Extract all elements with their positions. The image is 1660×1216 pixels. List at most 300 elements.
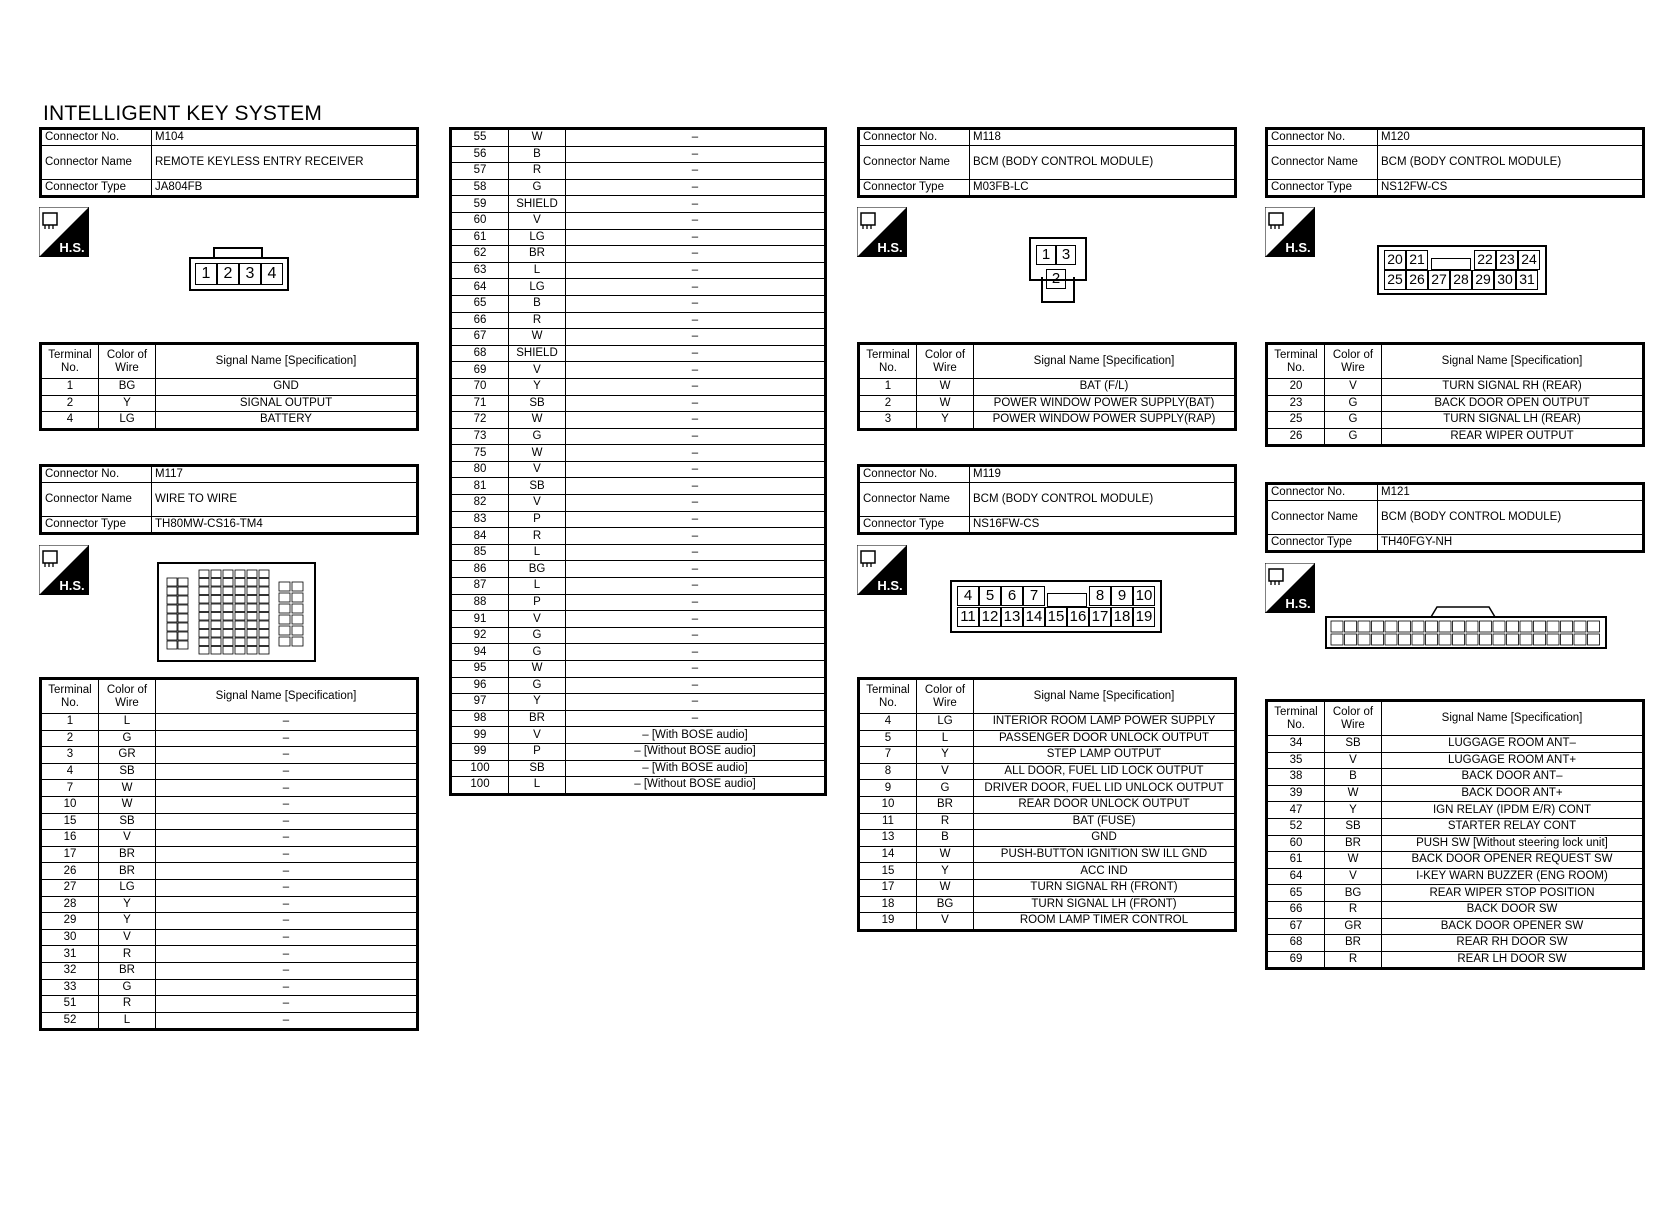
signal-name: –: [566, 196, 826, 213]
terminal-row: [451, 262, 826, 279]
connector-m118-diagram: [1029, 237, 1087, 303]
info-row: [41, 483, 418, 517]
wire-color: W: [1325, 785, 1382, 802]
wire-color: G: [509, 179, 566, 196]
signal-name: REAR RH DOOR SW: [1382, 935, 1644, 952]
wire-color: V: [917, 913, 974, 931]
harness-side-icon: [1265, 207, 1315, 257]
terminal-no: 86: [451, 561, 509, 578]
wire-color: Y: [1325, 802, 1382, 819]
connector-m120-diagram: [1377, 245, 1547, 295]
terminal-row: [859, 780, 1236, 797]
terminal-row: [859, 714, 1236, 731]
signal-name: –: [156, 747, 418, 764]
header-terminal-no: Terminal No.: [1267, 344, 1325, 379]
signal-name: –: [156, 863, 418, 880]
wire-color: L: [917, 730, 974, 747]
info-value: M121: [1378, 484, 1644, 501]
terminal-row: [451, 279, 826, 296]
terminal-no: 99: [451, 743, 509, 760]
info-row: [859, 180, 1236, 197]
terminal-no: 69: [1267, 951, 1325, 969]
terminal-row: [41, 962, 418, 979]
signal-name: –: [566, 661, 826, 678]
header-color-of-wire: Color of Wire: [917, 344, 974, 379]
header-signal-name: Signal Name [Specification]: [156, 344, 418, 379]
terminal-no: 99: [451, 727, 509, 744]
terminal-row: [1267, 752, 1644, 769]
terminal-row: [41, 747, 418, 764]
signal-name: –: [566, 611, 826, 628]
wire-color: GR: [1325, 918, 1382, 935]
terminal-no: 72: [451, 412, 509, 429]
connector-pin: 1: [195, 263, 217, 285]
info-value: M118: [970, 129, 1236, 146]
signal-name: STEP LAMP OUTPUT: [974, 747, 1236, 764]
header-terminal-no: Terminal No.: [859, 344, 917, 379]
terminal-no: 82: [451, 495, 509, 512]
terminal-no: 11: [859, 813, 917, 830]
terminal-row: [41, 996, 418, 1013]
signal-name: PUSH SW [Without steering lock unit]: [1382, 835, 1644, 852]
signal-name: DRIVER DOOR, FUEL LID UNLOCK OUTPUT: [974, 780, 1236, 797]
header-signal-name: Signal Name [Specification]: [156, 679, 418, 714]
wire-color: G: [917, 780, 974, 797]
wire-color: Y: [509, 694, 566, 711]
signal-name: –: [156, 896, 418, 913]
terminal-table: [449, 127, 827, 796]
terminal-row: [451, 694, 826, 711]
terminal-no: 39: [1267, 785, 1325, 802]
terminal-row: [41, 1012, 418, 1030]
wire-color: V: [509, 362, 566, 379]
connector-pin: [1047, 593, 1087, 607]
wire-color: G: [509, 644, 566, 661]
terminal-row: [859, 830, 1236, 847]
terminal-no: 71: [451, 395, 509, 412]
terminal-row: [41, 714, 418, 731]
terminal-no: 1: [41, 379, 99, 396]
header-terminal-no: Terminal No.: [41, 344, 99, 379]
info-label: Connector Name: [859, 146, 970, 180]
terminal-no: 19: [859, 913, 917, 931]
terminal-no: 55: [451, 129, 509, 147]
terminal-no: 84: [451, 528, 509, 545]
connector-pin: 13: [1001, 607, 1023, 627]
connector-info-table: [857, 127, 1237, 198]
signal-name: ACC IND: [974, 863, 1236, 880]
wire-color: Y: [99, 395, 156, 412]
signal-name: –: [566, 329, 826, 346]
info-row: [1267, 535, 1644, 552]
wire-color: W: [509, 412, 566, 429]
wire-color: LG: [509, 279, 566, 296]
info-label: Connector Type: [1267, 180, 1378, 197]
wire-color: W: [509, 129, 566, 147]
terminal-no: 26: [1267, 428, 1325, 446]
terminal-row: [1267, 852, 1644, 869]
terminal-row: [451, 129, 826, 147]
signal-name: –: [156, 996, 418, 1013]
connector-info-table: [39, 127, 419, 198]
signal-name: REAR WIPER STOP POSITION: [1382, 885, 1644, 902]
terminal-row: [451, 179, 826, 196]
wire-color: Y: [917, 863, 974, 880]
terminal-row: [1267, 802, 1644, 819]
terminal-table-header: [41, 679, 418, 714]
terminal-no: 97: [451, 694, 509, 711]
info-label: Connector No.: [41, 129, 152, 146]
signal-name: –: [566, 163, 826, 180]
info-label: Connector Name: [859, 483, 970, 517]
info-row: [1267, 129, 1644, 146]
terminal-row: [451, 295, 826, 312]
signal-name: –: [566, 495, 826, 512]
terminal-no: 96: [451, 677, 509, 694]
terminal-no: 47: [1267, 802, 1325, 819]
harness-side-icon: [857, 545, 907, 595]
signal-name: ROOM LAMP TIMER CONTROL: [974, 913, 1236, 931]
terminal-row: [41, 796, 418, 813]
terminal-row: [451, 229, 826, 246]
terminal-no: 100: [451, 760, 509, 777]
terminal-row: [451, 196, 826, 213]
terminal-row: [451, 378, 826, 395]
info-row: [41, 180, 418, 197]
wire-color: L: [99, 714, 156, 731]
terminal-row: [41, 879, 418, 896]
terminal-no: 60: [1267, 835, 1325, 852]
terminal-no: 65: [1267, 885, 1325, 902]
signal-name: TURN SIGNAL RH (REAR): [1382, 379, 1644, 396]
wire-color: SB: [509, 760, 566, 777]
terminal-row: [451, 743, 826, 760]
connector-pin: 9: [1111, 586, 1133, 606]
info-row: [1267, 146, 1644, 180]
wire-color: V: [99, 929, 156, 946]
terminal-no: 4: [41, 412, 99, 430]
info-value: BCM (BODY CONTROL MODULE): [1378, 146, 1644, 180]
header-terminal-no: Terminal No.: [859, 679, 917, 714]
terminal-no: 60: [451, 212, 509, 229]
terminal-no: 5: [859, 730, 917, 747]
terminal-row: [451, 146, 826, 163]
terminal-no: 95: [451, 661, 509, 678]
signal-name: –: [566, 395, 826, 412]
info-label: Connector No.: [1267, 484, 1378, 501]
signal-name: –: [156, 1012, 418, 1030]
terminal-no: 81: [451, 478, 509, 495]
terminal-row: [451, 412, 826, 429]
wire-color: W: [509, 445, 566, 462]
terminal-row: [451, 661, 826, 678]
header-color-of-wire: Color of Wire: [99, 344, 156, 379]
terminal-no: 57: [451, 163, 509, 180]
signal-name: LUGGAGE ROOM ANT+: [1382, 752, 1644, 769]
signal-name: BACK DOOR SW: [1382, 901, 1644, 918]
wire-color: W: [99, 796, 156, 813]
terminal-row: [451, 428, 826, 445]
signal-name: BACK DOOR OPENER REQUEST SW: [1382, 852, 1644, 869]
signal-name: BACK DOOR OPEN OUTPUT: [1382, 395, 1644, 412]
terminal-no: 10: [859, 796, 917, 813]
terminal-table-header: [859, 344, 1236, 379]
terminal-row: [41, 913, 418, 930]
connector-pin: 8: [1089, 586, 1111, 606]
terminal-row: [41, 946, 418, 963]
signal-name: SIGNAL OUTPUT: [156, 395, 418, 412]
signal-name: –: [566, 146, 826, 163]
signal-name: –: [156, 962, 418, 979]
terminal-row: [859, 813, 1236, 830]
wire-color: SHIELD: [509, 345, 566, 362]
signal-name: POWER WINDOW POWER SUPPLY(RAP): [974, 412, 1236, 430]
terminal-row: [41, 929, 418, 946]
header-signal-name: Signal Name [Specification]: [974, 344, 1236, 379]
terminal-table: [857, 342, 1237, 431]
connector-pin: 1: [1036, 245, 1056, 265]
info-value: NS12FW-CS: [1378, 180, 1644, 197]
terminal-no: 30: [41, 929, 99, 946]
connector-pin: 28: [1450, 270, 1472, 290]
wire-color: LG: [509, 229, 566, 246]
terminal-no: 3: [859, 412, 917, 430]
header-color-of-wire: Color of Wire: [99, 679, 156, 714]
wire-color: SB: [509, 478, 566, 495]
terminal-no: 51: [41, 996, 99, 1013]
wire-color: P: [509, 511, 566, 528]
terminal-row: [41, 763, 418, 780]
signal-name: –: [156, 714, 418, 731]
connector-pin: 16: [1067, 607, 1089, 627]
wire-color: L: [509, 262, 566, 279]
info-label: Connector Type: [1267, 535, 1378, 552]
signal-name: TURN SIGNAL LH (FRONT): [974, 896, 1236, 913]
signal-name: –: [156, 763, 418, 780]
terminal-row: [41, 896, 418, 913]
terminal-no: 61: [451, 229, 509, 246]
connector-pin: 3: [1056, 245, 1076, 265]
terminal-row: [451, 710, 826, 727]
terminal-row: [451, 760, 826, 777]
connector-pin: 17: [1089, 607, 1111, 627]
info-label: Connector Type: [859, 517, 970, 534]
wire-color: V: [1325, 379, 1382, 396]
info-value: BCM (BODY CONTROL MODULE): [1378, 501, 1644, 535]
terminal-no: 1: [41, 714, 99, 731]
terminal-row: [451, 544, 826, 561]
terminal-no: 10: [41, 796, 99, 813]
info-label: Connector Name: [41, 146, 152, 180]
signal-name: POWER WINDOW POWER SUPPLY(BAT): [974, 395, 1236, 412]
terminal-no: 23: [1267, 395, 1325, 412]
info-value: REMOTE KEYLESS ENTRY RECEIVER: [152, 146, 418, 180]
terminal-no: 2: [41, 395, 99, 412]
terminal-row: [859, 896, 1236, 913]
terminal-row: [451, 163, 826, 180]
terminal-no: 32: [41, 962, 99, 979]
terminal-table: [39, 677, 419, 1031]
info-row: [41, 517, 418, 534]
terminal-row: [451, 478, 826, 495]
wire-color: SHIELD: [509, 196, 566, 213]
terminal-row: [451, 312, 826, 329]
wire-color: B: [509, 146, 566, 163]
terminal-row: [41, 830, 418, 847]
terminal-row: [1267, 736, 1644, 753]
wire-color: G: [99, 730, 156, 747]
terminal-row: [859, 879, 1236, 896]
signal-name: –: [566, 212, 826, 229]
terminal-no: 65: [451, 295, 509, 312]
terminal-row: [1267, 885, 1644, 902]
terminal-no: 2: [41, 730, 99, 747]
info-label: Connector Name: [1267, 501, 1378, 535]
terminal-row: [41, 979, 418, 996]
wire-color: V: [509, 212, 566, 229]
terminal-row: [1267, 951, 1644, 969]
connector-pin: 2: [217, 263, 239, 285]
terminal-row: [451, 362, 826, 379]
terminal-no: 26: [41, 863, 99, 880]
signal-name: –: [566, 445, 826, 462]
terminal-row: [859, 747, 1236, 764]
signal-name: –: [566, 594, 826, 611]
terminal-row: [451, 594, 826, 611]
terminal-row: [41, 379, 418, 396]
terminal-row: [1267, 918, 1644, 935]
terminal-no: 85: [451, 544, 509, 561]
signal-name: –: [566, 129, 826, 147]
terminal-row: [859, 763, 1236, 780]
wire-color: SB: [509, 395, 566, 412]
terminal-row: [451, 511, 826, 528]
header-color-of-wire: Color of Wire: [1325, 701, 1382, 736]
info-row: [859, 146, 1236, 180]
header-signal-name: Signal Name [Specification]: [1382, 701, 1644, 736]
terminal-row: [859, 846, 1236, 863]
signal-name: –: [566, 295, 826, 312]
terminal-no: 20: [1267, 379, 1325, 396]
info-value: M03FB-LC: [970, 180, 1236, 197]
signal-name: PUSH-BUTTON IGNITION SW ILL GND: [974, 846, 1236, 863]
connector-info-table: [1265, 482, 1645, 553]
terminal-no: 4: [859, 714, 917, 731]
terminal-no: 17: [859, 879, 917, 896]
connector-pin: 20: [1384, 250, 1406, 270]
wire-color: V: [917, 763, 974, 780]
header-color-of-wire: Color of Wire: [917, 679, 974, 714]
wire-color: BG: [1325, 885, 1382, 902]
info-label: Connector No.: [859, 466, 970, 483]
header-color-of-wire: Color of Wire: [1325, 344, 1382, 379]
harness-side-icon: [1265, 563, 1315, 613]
terminal-no: 25: [1267, 412, 1325, 429]
terminal-no: 8: [859, 763, 917, 780]
wire-color: R: [509, 163, 566, 180]
signal-name: – [With BOSE audio]: [566, 727, 826, 744]
wire-color: R: [99, 996, 156, 1013]
signal-name: –: [156, 913, 418, 930]
svg-text:H.S.: H.S.: [59, 578, 85, 593]
info-row: [859, 466, 1236, 483]
terminal-no: 17: [41, 846, 99, 863]
terminal-row: [451, 212, 826, 229]
wire-color: G: [509, 627, 566, 644]
signal-name: –: [156, 796, 418, 813]
svg-text:H.S.: H.S.: [59, 240, 85, 255]
signal-name: BACK DOOR ANT+: [1382, 785, 1644, 802]
info-label: Connector No.: [1267, 129, 1378, 146]
signal-name: – [Without BOSE audio]: [566, 777, 826, 795]
wire-color: SB: [99, 813, 156, 830]
signal-name: –: [156, 879, 418, 896]
harness-side-icon: [39, 207, 89, 257]
terminal-row: [451, 445, 826, 462]
signal-name: STARTER RELAY CONT: [1382, 818, 1644, 835]
signal-name: GND: [974, 830, 1236, 847]
signal-name: REAR WIPER OUTPUT: [1382, 428, 1644, 446]
terminal-no: 9: [859, 780, 917, 797]
connector-pin: 21: [1406, 250, 1428, 270]
terminal-row: [451, 246, 826, 263]
terminal-row: [451, 528, 826, 545]
connector-pin: 3: [239, 263, 261, 285]
terminal-table: [857, 677, 1237, 932]
wire-color: G: [509, 428, 566, 445]
wire-color: BG: [99, 379, 156, 396]
wire-color: Y: [99, 896, 156, 913]
wire-color: G: [99, 979, 156, 996]
terminal-table-header: [1267, 344, 1644, 379]
wire-color: V: [509, 495, 566, 512]
info-row: [41, 129, 418, 146]
terminal-no: 13: [859, 830, 917, 847]
signal-name: REAR DOOR UNLOCK OUTPUT: [974, 796, 1236, 813]
info-value: M104: [152, 129, 418, 146]
wire-color: BR: [99, 846, 156, 863]
wire-color: SB: [1325, 736, 1382, 753]
terminal-no: 34: [1267, 736, 1325, 753]
terminal-row: [41, 730, 418, 747]
terminal-row: [451, 777, 826, 795]
terminal-no: 15: [41, 813, 99, 830]
signal-name: –: [156, 730, 418, 747]
terminal-row: [859, 796, 1236, 813]
wire-color: BG: [509, 561, 566, 578]
header-terminal-no: Terminal No.: [1267, 701, 1325, 736]
terminal-table-header: [41, 344, 418, 379]
svg-text:H.S.: H.S.: [1285, 596, 1311, 611]
wire-color: V: [99, 830, 156, 847]
terminal-no: 67: [1267, 918, 1325, 935]
terminal-row: [451, 677, 826, 694]
terminal-row: [1267, 835, 1644, 852]
info-row: [1267, 180, 1644, 197]
wire-color: SB: [1325, 818, 1382, 835]
wire-color: LG: [917, 714, 974, 731]
wire-color: W: [509, 329, 566, 346]
wire-color: V: [509, 461, 566, 478]
terminal-no: 91: [451, 611, 509, 628]
info-label: Connector Type: [41, 517, 152, 534]
signal-name: – [With BOSE audio]: [566, 760, 826, 777]
terminal-row: [1267, 901, 1644, 918]
terminal-row: [859, 395, 1236, 412]
wire-color: BR: [917, 796, 974, 813]
terminal-no: 29: [41, 913, 99, 930]
wire-color: V: [509, 727, 566, 744]
